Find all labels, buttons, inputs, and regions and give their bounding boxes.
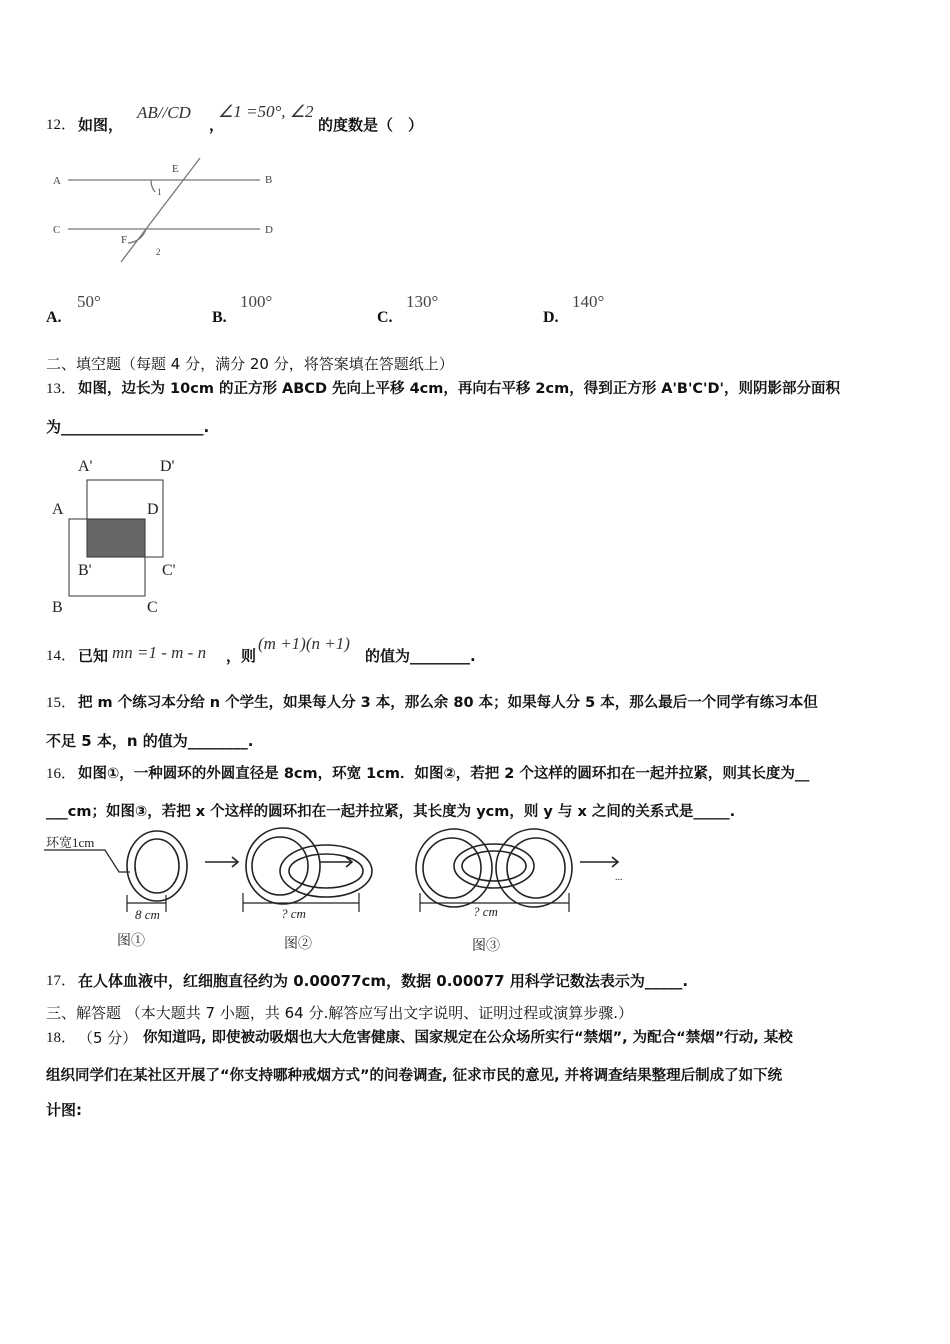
question-text: 的度数是（ ）: [318, 116, 424, 134]
label-b: B: [52, 599, 63, 616]
dimension-label-2: ? cm: [281, 906, 306, 921]
caption-fig-3: 图③: [472, 939, 500, 954]
section-3-title: 三、解答题 （本大题共 7 小题，共 64 分.解答应写出文字说明、证明过程或演算步骤.）: [46, 1004, 634, 1022]
shaded-overlap: [87, 519, 145, 557]
option-b-value: 100°: [240, 292, 273, 311]
question-text: ，: [209, 116, 225, 134]
label-f: F: [121, 234, 128, 246]
question-number: 18．: [46, 1030, 77, 1046]
label-d-prime: D': [160, 458, 175, 475]
rings-figure: [44, 828, 618, 912]
option-a-value: 50°: [77, 292, 101, 311]
label-2: 2: [156, 247, 161, 257]
question-16-text: 如图①，一种圆环的外圆直径是 8cm，环宽 1cm．如图②，若把 2 个这样的圆环扣在一起并拉紧，则其长度为__: [78, 766, 810, 782]
question-text: ，则: [226, 647, 257, 665]
question-text: 如图，: [78, 116, 124, 134]
section-2-title: 二、填空题（每题 4 分，满分 20 分，将答案填在答题纸上）: [46, 355, 454, 373]
transversal-line: [121, 158, 200, 262]
option-d-letter[interactable]: D.: [543, 309, 559, 326]
question-15-answer-blank[interactable]: 不足 5 本，n 的值为________.: [46, 732, 254, 750]
question-number: 13．: [46, 381, 77, 397]
option-d-value: 140°: [572, 292, 605, 311]
question-text: 已知: [78, 647, 109, 665]
parallel-lines-figure: [68, 158, 260, 262]
question-13-text: 如图，边长为 10cm 的正方形 ABCD 先向上平移 4cm，再向右平移 2cm，得到正方形 A'B'C'D'，则阴影部分面积: [78, 381, 840, 397]
label-c-prime: C': [162, 562, 176, 579]
label-c: C: [147, 599, 158, 616]
question-15-text: 把 m 个练习本分给 n 个学生，如果每人分 3 本，那么余 80 本；如果每人分 5 本，那么最后一个同学有练习本但: [78, 695, 818, 711]
question-18-text: 组织同学们在某社区开展了“你支持哪种戒烟方式”的问卷调查, 征求市民的意见, 并将调查结果整理后制成了如下统: [46, 1068, 783, 1084]
label-d: D: [265, 224, 273, 236]
question-14-answer-blank[interactable]: 的值为________.: [365, 647, 476, 665]
dimension-label-1: 8 cm: [135, 907, 160, 922]
label-b: B: [265, 174, 273, 186]
option-c-letter[interactable]: C.: [377, 309, 393, 326]
question-16-answer-blank[interactable]: ___cm；如图③，若把 x 个这样的圆环扣在一起并拉紧，其长度为 ycm，则 y 与 x 之间的关系式是_____.: [46, 804, 736, 820]
ellipsis: ...: [615, 872, 623, 883]
angle-1-arc: [151, 180, 155, 192]
math-expression: ∠1 =50°, ∠2: [218, 102, 314, 121]
caption-fig-2: 图②: [284, 937, 312, 952]
label-c: C: [53, 224, 61, 236]
question-score: （5 分）: [78, 1029, 138, 1047]
question-17-text[interactable]: 在人体血液中，红细胞直径约为 0.00077cm，数据 0.00077 用科学记数法表示为_____.: [78, 972, 689, 990]
label-e: E: [172, 163, 179, 175]
math-expression: mn =1 - m - n: [112, 643, 207, 662]
label-a-prime: A': [78, 458, 93, 475]
question-number: 12．: [46, 117, 77, 133]
math-expression: (m +1)(n +1): [258, 634, 350, 653]
label-b-prime: B': [78, 562, 92, 579]
math-expression: AB//CD: [137, 103, 191, 122]
label-a: A: [52, 501, 64, 518]
label-1: 1: [157, 187, 162, 197]
angle-2-arc: [128, 229, 146, 243]
ring-inner: [135, 839, 179, 893]
label-a: A: [53, 175, 61, 187]
dimension-label-3: ? cm: [473, 904, 498, 919]
caption-fig-1: 图①: [117, 934, 145, 949]
ring-width-label: 环宽1cm: [46, 835, 95, 850]
option-a-letter[interactable]: A.: [46, 309, 62, 326]
question-number: 16．: [46, 766, 77, 782]
ring-outer: [127, 831, 187, 901]
question-number: 15．: [46, 695, 77, 711]
option-c-value: 130°: [406, 292, 439, 311]
question-13-answer-blank[interactable]: 为___________________.: [46, 418, 210, 436]
question-18-text: 你知道吗, 即使被动吸烟也大大危害健康、国家规定在公众场所实行“禁烟”, 为配合“禁烟”行动, 某校: [143, 1030, 793, 1046]
ring-width-pointer: [44, 850, 130, 872]
label-d: D: [147, 501, 159, 518]
question-number: 14．: [46, 648, 77, 664]
question-number: 17．: [46, 973, 77, 989]
question-18-text: 计图:: [46, 1101, 82, 1119]
option-b-letter[interactable]: B.: [212, 309, 227, 326]
